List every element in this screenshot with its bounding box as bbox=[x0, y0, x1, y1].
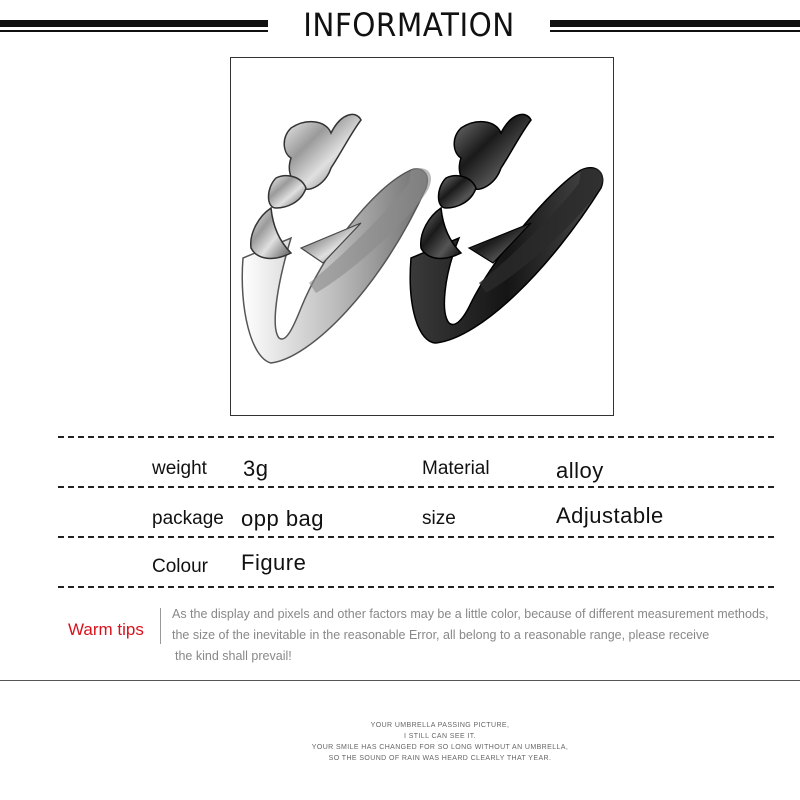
dashed-divider bbox=[58, 586, 774, 588]
footer-line-1: YOUR UMBRELLA PASSING PICTURE, bbox=[370, 722, 510, 729]
size-value: Adjustable bbox=[556, 503, 664, 528]
colour-value: Figure bbox=[241, 550, 307, 575]
page-title: INFORMATION bbox=[303, 6, 515, 44]
package-value: opp bag bbox=[241, 506, 325, 531]
weight-label: weight bbox=[152, 458, 207, 479]
size-label: size bbox=[422, 508, 456, 529]
footer-line-3: YOUR SMILE HAS CHANGED FOR SO LONG WITHOUT AN UMBRELLA, bbox=[311, 744, 569, 751]
tip-line-3: the kind shall prevail! bbox=[175, 649, 292, 663]
product-photo bbox=[230, 57, 614, 416]
package-label: package bbox=[152, 508, 224, 529]
weight-value: 3g bbox=[243, 456, 269, 481]
material-label: Material bbox=[422, 458, 490, 479]
tip-line-1: As the display and pixels and other factors may be a little color, because of different measurement methods, bbox=[172, 607, 769, 621]
footer-line-4: SO THE SOUND OF RAIN WAS HEARD CLEARLY THAT YEAR. bbox=[328, 755, 552, 762]
tip-line-2: the size of the inevitable in the reasonable Error, all belong to a reasonable range, please receive bbox=[172, 628, 710, 642]
tips-divider bbox=[160, 608, 161, 644]
black-ring bbox=[410, 114, 603, 343]
header-bar-right bbox=[550, 20, 800, 33]
colour-label: Colour bbox=[152, 556, 208, 577]
material-value: alloy bbox=[556, 458, 604, 483]
dashed-divider bbox=[58, 536, 774, 538]
footer-line-2: I STILL CAN SEE IT. bbox=[404, 733, 476, 740]
silver-ring bbox=[242, 114, 431, 363]
dashed-divider bbox=[58, 486, 774, 488]
section-divider bbox=[0, 680, 800, 681]
warm-tips-label: Warm tips bbox=[68, 620, 144, 639]
dashed-divider bbox=[58, 436, 774, 438]
ring-illustration bbox=[231, 58, 614, 416]
header-bar-left bbox=[0, 20, 268, 33]
